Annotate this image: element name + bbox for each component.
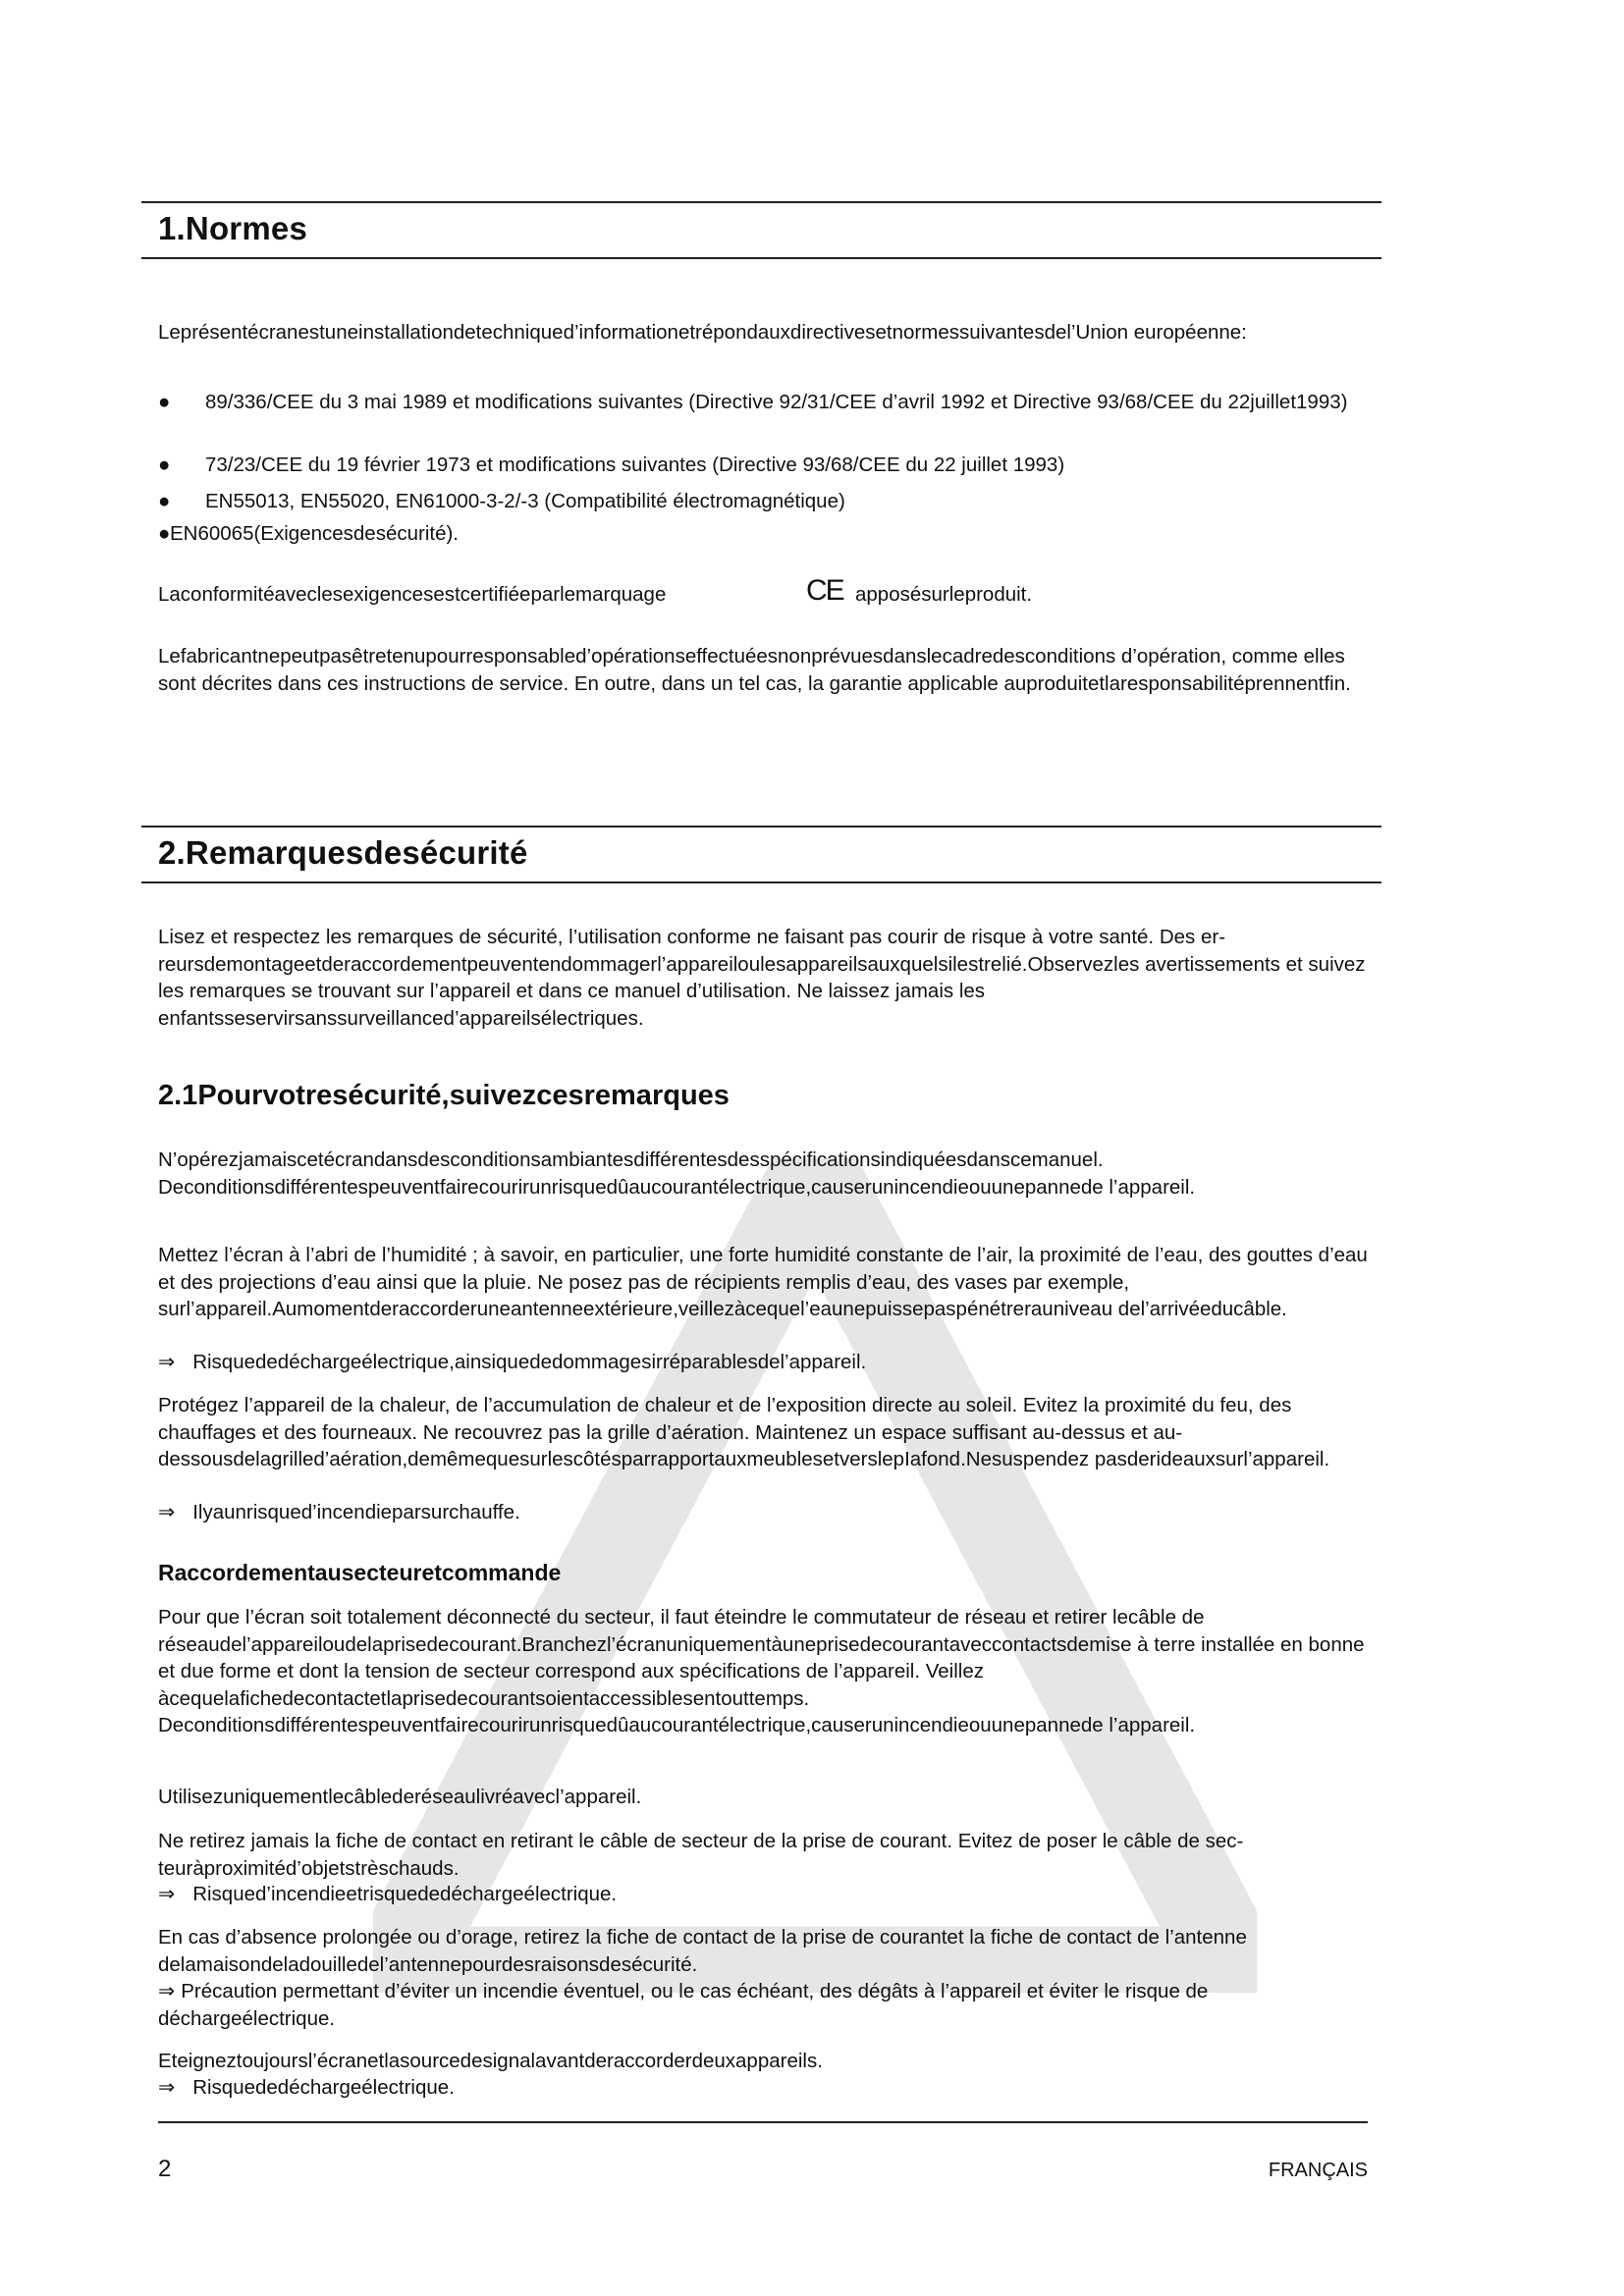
- sub2-result-5: ⇒ Risquededéchargeélectrique.: [158, 2076, 455, 2099]
- subsection-raccordement-title: Raccordementausecteuretcommande: [158, 1560, 562, 1585]
- section1-bullet-2: ● 73/23/CEE du 19 février 1973 et modifications suivantes (Directive 93/68/CEE du 22 juillet 1993): [158, 452, 1368, 479]
- section2-intro: Lisez et respectez les remarques de sécurité, l’utilisation conforme ne faisant pas courir de risque à votre santé. Des er-reursdemontageetderaccordementpeuventendommagerl’appareiloulesappareilsauxquelsilestrelié.Observezles avertissements et suivez les remarques se trouvant sur l’appareil et dans ce manuel d’utilisation. Ne laissez jamais les enfantsseservirsanssurveillanced’appareilsélectriques.: [158, 926, 1366, 1030]
- bullet-icon: ●: [158, 490, 171, 512]
- bullet-icon: ●: [158, 522, 171, 545]
- section1-bullet-4: ● EN60065(Exigencesdesécurité).: [158, 520, 1368, 548]
- sub1-paragraph-1: N’opérezjamaiscetécrandansdesconditionsambiantesdifférentesdesspécificationsindiquéesdanscemanuel. Deconditionsdifférentespeuventfairecourirunrisquedûaucourantélectrique,causerunincendieouunepannede l’appareil.: [158, 1148, 1196, 1199]
- section2-title: 2.Remarquesdesécurité: [158, 834, 528, 871]
- sub1-paragraph-2: Mettez l’écran à l’abri de l’humidité ; à savoir, en particulier, une forte humidité constante de l’air, la proximité de l’eau, des gouttes d’eau et des projections d’eau ainsi que la pluie. Ne posez pas de récipients remplis d’eau, des vases par exemple, surl’appareil.Aumomentderaccorderuneantenneextérieure,veillezàcequel’eaunepuissepaspénétrerauniveau del’arrivéeducâble.: [158, 1244, 1368, 1320]
- section1-top-rule: [141, 201, 1381, 203]
- manufacturer-paragraph: Lefabricantnepeutpasêtretenupourresponsabled’opérationseffectuéesnonprévuesdanslecadredesconditions d’opération, comme elles sont décrites dans ces instructions de service. En outre, dans un tel cas, la garantie applicable auproduitetlaresponsabilitéprennentfin.: [158, 645, 1351, 695]
- arrow-icon: ⇒: [158, 1980, 176, 2002]
- conformity-text: Laconformitéaveclesexigencesestcertifiéeparlemarquage: [158, 583, 667, 606]
- section1-bullet-3: ● EN55013, EN55020, EN61000-3-2/-3 (Compatibilité électromagnétique): [158, 488, 1368, 515]
- sub1-result-3: ⇒ Ilyaunrisqued’incendieparsurchauffe.: [158, 1501, 520, 1523]
- section1-intro: Leprésentécranestuneinstallationdetechniqued’informationetrépondauxdirectivesetnormessuivantesdel’Union européenne:: [158, 321, 1247, 344]
- section2-top-rule: [141, 826, 1381, 828]
- sub2-paragraph-4: En cas d’absence prolongée ou d’orage, retirez la fiche de contact de la prise de courantet la fiche de contact de l’antenne delamaisondeladouilledel’antennepourdesraisonsdesécurité.: [158, 1926, 1247, 1976]
- section2-bottom-rule: [141, 881, 1381, 883]
- page-number: 2: [158, 2156, 172, 2182]
- arrow-icon: ⇒: [158, 2076, 176, 2099]
- sub2-paragraph-3: Ne retirez jamais la fiche de contact en retirant le câble de secteur de la prise de courant. Evitez de poser le câble de sec-teuràproximitéd’objetstrèschauds.: [158, 1830, 1244, 1880]
- sub1-paragraph-3: Protégez l’appareil de la chaleur, de l’accumulation de chaleur et de l’exposition directe au soleil. Evitez la proximité du feu, des chauffages et des fourneaux. Ne recouvrez pas la grille d’aération. Maintenez un espace suffisant au-dessus et au-dessousdelagrilled’aération,demêmequesurlescôtésparrapportauxmeublesetverslepIafond.Nesuspendez pasderideauxsurl’appareil.: [158, 1394, 1330, 1470]
- sub1-result-2: ⇒ Risquededéchargeélectrique,ainsiquededommagesirréparablesdel’appareil.: [158, 1351, 867, 1373]
- sub2-paragraph-1: Pour que l’écran soit totalement déconnecté du secteur, il faut éteindre le commutateur de réseau et retirer lecâble de réseaudel’appareiloudelaprisedecourant.Branchezl’écranuniquementàuneprisedecourantaveccontactsdemise à terre installée en bonne et due forme et dont la tension de secteur correspond aux spécifications de l’appareil. Veillez àcequelafichedecontactetlaprisedecourantsoientaccessiblesentouttemps. Deconditionsdifférentespeuventfairecourirunrisquedûaucourantélectrique,causerunincendieouunepannede l’appareil.: [158, 1606, 1365, 1736]
- footer-language: FRANÇAIS: [1268, 2160, 1368, 2181]
- section1-bottom-rule: [141, 257, 1381, 259]
- footer-rule: [158, 2121, 1368, 2123]
- section1-bullet-1: ● 89/336/CEE du 3 mai 1989 et modifications suivantes (Directive 92/31/CEE d’avril 1992 et Directive 93/68/CEE du 22juillet1993): [158, 389, 1368, 416]
- sub2-paragraph-5: Eteigneztoujoursl’écranetlasourcedesignalavantderaccorderdeuxappareils.: [158, 2050, 823, 2072]
- conformity-line: [158, 574, 1368, 609]
- section1-title: 1.Normes: [158, 210, 308, 246]
- sub2-result-4: ⇒ Précaution permettant d’éviter un incendie éventuel, ou le cas échéant, des dégâts à l’appareil et éviter le risque de déchargeélectrique.: [158, 1980, 1209, 2030]
- sub2-paragraph-2: Utilisezuniquementlecâblederéseaulivréavecl’appareil.: [158, 1786, 642, 1808]
- sub2-result-3: ⇒ Risqued’incendieetrisquededéchargeélectrique.: [158, 1883, 618, 1905]
- arrow-icon: ⇒: [158, 1883, 176, 1905]
- bullet-icon: ●: [158, 391, 171, 413]
- ce-mark-icon: CE: [806, 574, 843, 607]
- arrow-icon: ⇒: [158, 1501, 176, 1523]
- conformity-suffix: apposésurleproduit.: [855, 583, 1033, 606]
- bullet-icon: ●: [158, 454, 171, 476]
- subsection-2-1-title: 2.1Pourvotresécurité,suivezcesremarques: [158, 1080, 730, 1111]
- arrow-icon: ⇒: [158, 1351, 176, 1373]
